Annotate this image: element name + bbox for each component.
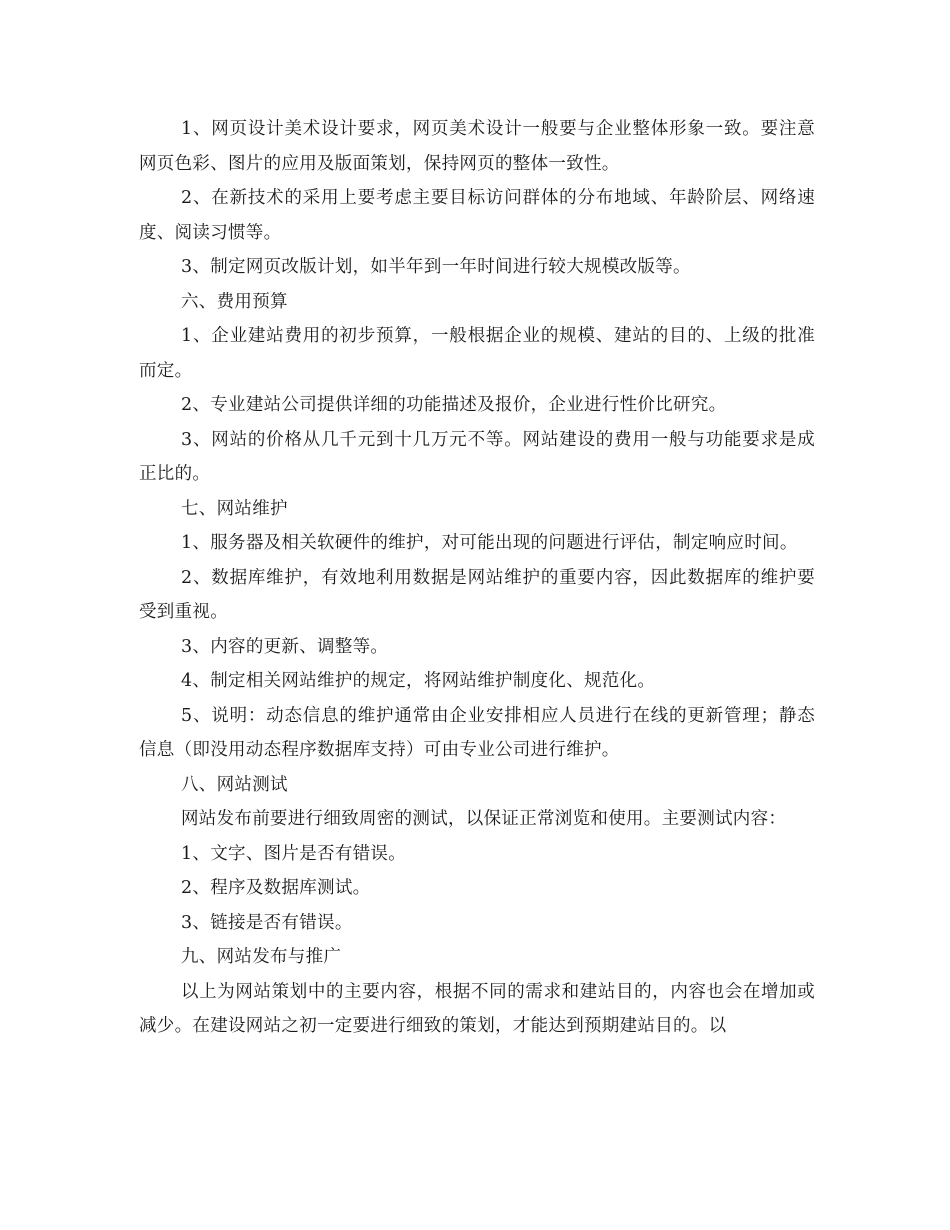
paragraph: 以上为网站策划中的主要内容，根据不同的需求和建站目的，内容也会在增加或减少。在建设网站之初一定要进行细致的策划，才能达到预期建站目的。以	[139, 981, 815, 1036]
paragraph: 1、网页设计美术设计要求，网页美术设计一般要与企业整体形象一致。要注意网页色彩、图片的应用及版面策划，保持网页的整体一致性。	[139, 119, 815, 174]
paragraph: 4、制定相关网站维护的规定，将网站维护制度化、规范化。	[181, 671, 656, 691]
paragraph: 网站发布前要进行细致周密的测试，以保证正常浏览和使用。主要测试内容：	[181, 809, 787, 829]
paragraph: 1、企业建站费用的初步预算，一般根据企业的规模、建站的目的、上级的批准而定。	[139, 326, 815, 381]
paragraph: 2、程序及数据库测试。	[181, 878, 371, 898]
document-body	[139, 112, 815, 1044]
paragraph: 3、链接是否有错误。	[181, 912, 353, 933]
paragraph: 2、在新技术的采用上要考虑主要目标访问群体的分布地域、年龄阶层、网络速度、阅读习惯等。	[139, 188, 815, 243]
section-heading: 九、网站发布与推广	[181, 947, 342, 967]
paragraph: 1、文字、图片是否有错误。	[181, 843, 407, 864]
paragraph: 3、网站的价格从几千元到十几万元不等。网站建设的费用一般与功能要求是成正比的。	[139, 429, 815, 484]
paragraph: 3、制定网页改版计划，如半年到一年时间进行较大规模改版等。	[181, 257, 691, 277]
paragraph: 3、内容的更新、调整等。	[181, 636, 389, 657]
paragraph: 2、专业建站公司提供详细的功能描述及报价，企业进行性价比研究。	[181, 395, 727, 415]
section-heading: 八、网站测试	[181, 774, 288, 795]
paragraph: 5、说明：动态信息的维护通常由企业安排相应人员进行在线的更新管理；静态信息（即没用动态程序数据库支持）可由专业公司进行维护。	[139, 705, 815, 760]
paragraph: 1、服务器及相关软硬件的维护，对可能出现的问题进行评估，制定响应时间。	[181, 533, 798, 553]
section-heading: 六、费用预算	[181, 291, 288, 312]
paragraph: 2、数据库维护，有效地利用数据是网站维护的重要内容，因此数据库的维护要受到重视。	[139, 567, 815, 622]
section-heading: 七、网站维护	[181, 498, 288, 519]
